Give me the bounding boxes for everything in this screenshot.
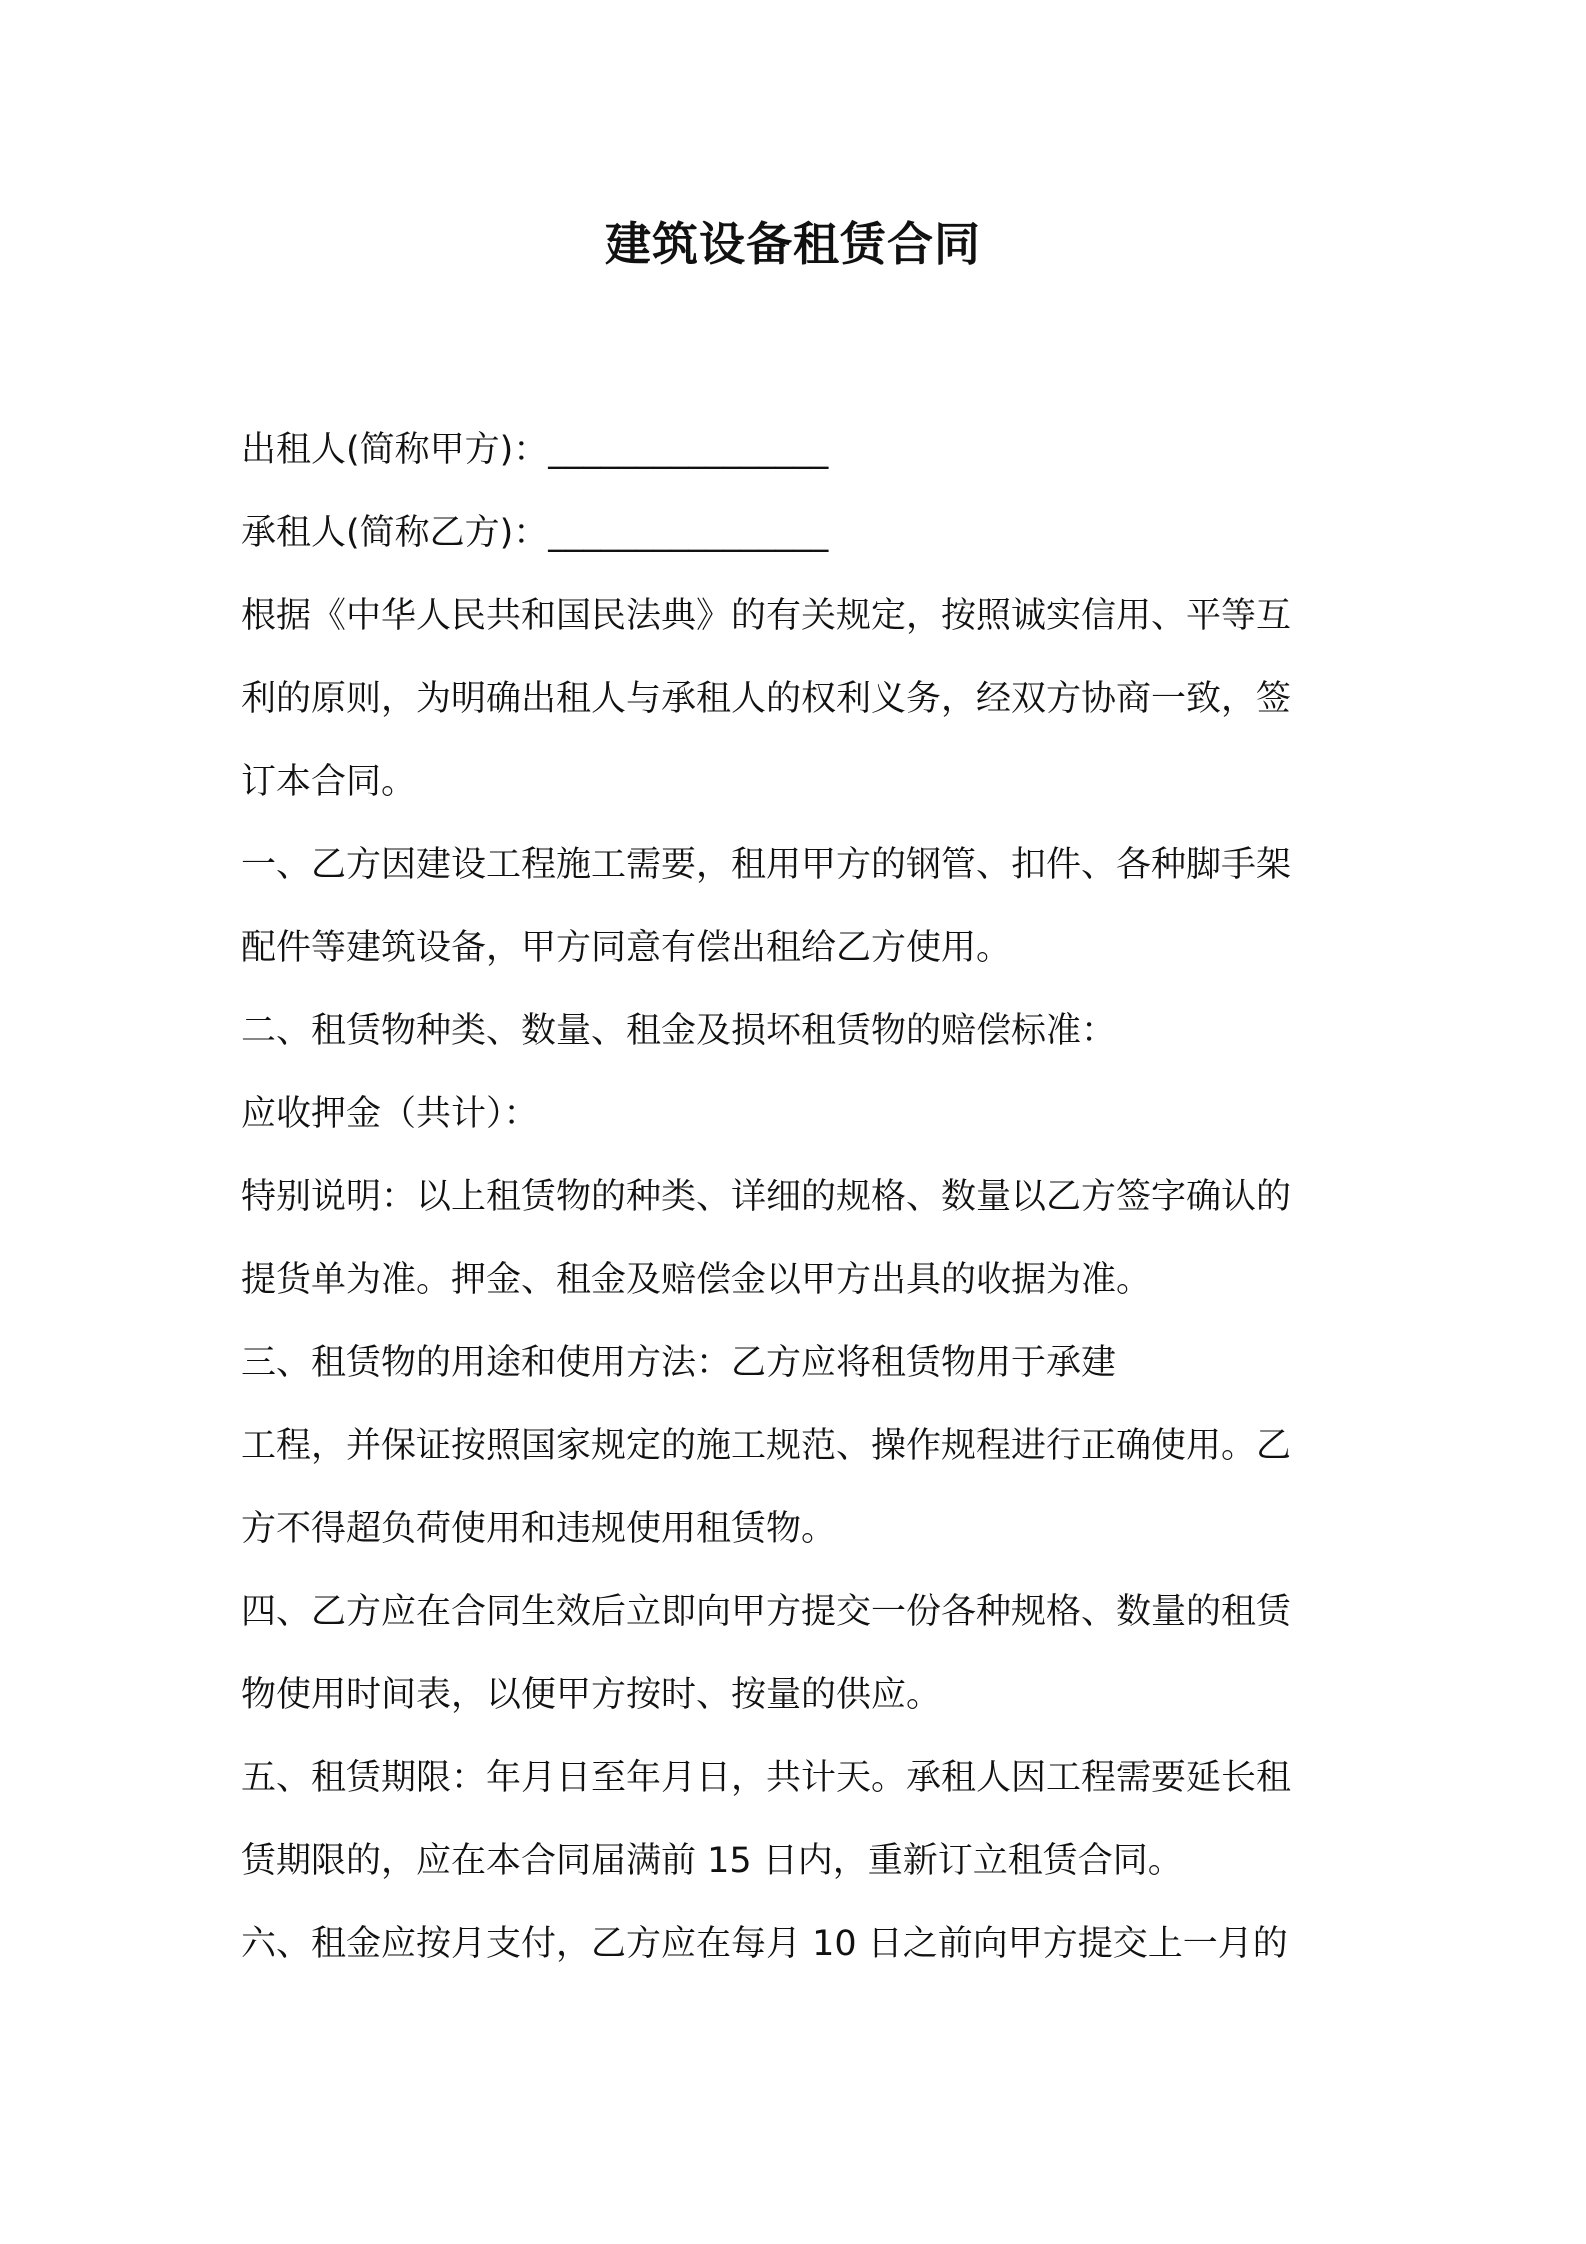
clause-4-line: 四、乙方应在合同生效后立即向甲方提交一份各种规格、数量的租赁	[241, 1592, 1292, 1632]
clause-6-line: 六、租金应按月支付，乙方应在每月 10 日之前向甲方提交上一月的	[241, 1924, 1288, 1964]
paragraph-line: 订本合同。	[241, 762, 417, 802]
clause-1-line: 一、乙方因建设工程施工需要，租用甲方的钢管、扣件、各种脚手架	[241, 845, 1292, 885]
clause-5-line: 赁期限的，应在本合同届满前 15 日内，重新订立租赁合同。	[241, 1841, 1183, 1881]
clause-1-line: 配件等建筑设备，甲方同意有偿出租给乙方使用。	[241, 928, 1012, 968]
clause-3-line: 方不得超负荷使用和违规使用租赁物。	[241, 1509, 837, 1549]
document-title: 建筑设备租赁合同	[605, 217, 981, 271]
special-note-line: 特别说明：以上租赁物的种类、详细的规格、数量以乙方签字确认的	[241, 1177, 1292, 1217]
clause-2-line: 二、租赁物种类、数量、租金及损坏租赁物的赔偿标准：	[241, 1011, 1117, 1051]
paragraph-line: 利的原则，为明确出租人与承租人的权利义务，经双方协商一致，签	[241, 679, 1292, 719]
clause-4-line: 物使用时间表，以便甲方按时、按量的供应。	[241, 1675, 942, 1715]
clause-3-line: 工程，并保证按照国家规定的施工规范、操作规程进行正确使用。乙	[241, 1426, 1292, 1466]
clause-5-line: 五、租赁期限：年月日至年月日，共计天。承租人因工程需要延长租	[241, 1758, 1292, 1798]
clause-3-line: 三、租赁物的用途和使用方法：乙方应将租赁物用于承建	[241, 1343, 1117, 1383]
special-note-line: 提货单为准。押金、租金及赔偿金以甲方出具的收据为准。	[241, 1260, 1152, 1300]
paragraph-line: 根据《中华人民共和国民法典》的有关规定，按照诚实信用、平等互	[241, 596, 1292, 636]
document-body	[241, 409, 1357, 1986]
lessee-line: 承租人(简称乙方)：________________	[241, 513, 829, 553]
deposit-line: 应收押金（共计）：	[241, 1094, 539, 1134]
lessor-line: 出租人(简称甲方)：________________	[241, 430, 829, 470]
